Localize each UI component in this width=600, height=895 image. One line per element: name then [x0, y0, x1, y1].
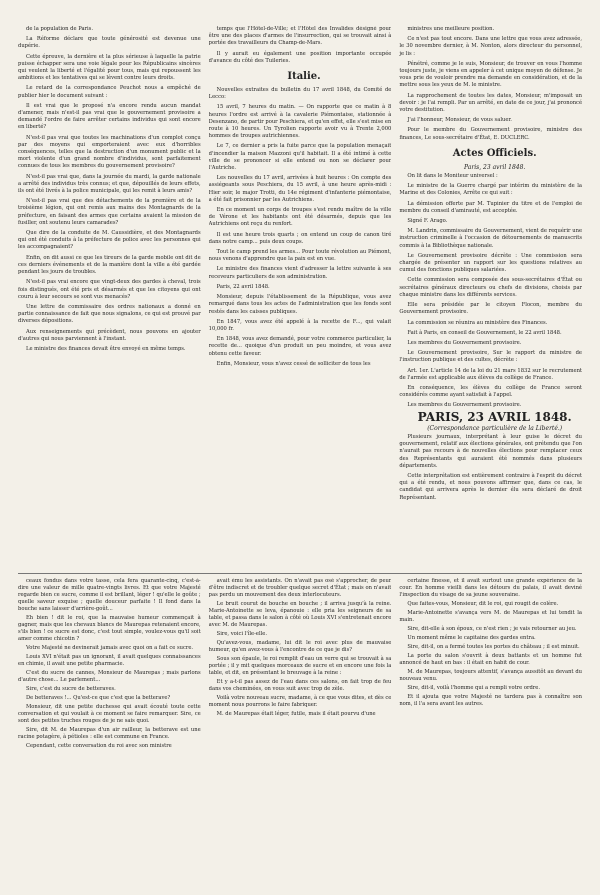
- paragraph: Monsieur, depuis l'établissement de la République, vous avez remarqué dans tous les actes de l'administration que les fonds sont restés dans les caisses publiques.: [208, 294, 392, 315]
- paragraph: Cependant, cette conversation du roi avec son ministre: [26, 743, 172, 749]
- paragraph: Aux renseignements qui précèdent, nous pouvons en ajouter d'autres qui nous parviennent à l'instant.: [18, 328, 201, 342]
- paragraph: C'est du sucre de cannes, Monsieur de Maurepas ; mais parlons d'autre chose... Le parlement...: [18, 670, 201, 683]
- paragraph: N'est-il pas vrai que des détachements de la première et de la troisième légion, qui ont remis aux mains des Montagnards de la préfecture, en faisant des armes que certains avaient la mission de fusiller, ont soutenu leurs camarades?: [18, 198, 201, 226]
- paragraph: Elle sera présidée par le citoyen Flocon, membre du Gouvernement provisoire.: [399, 302, 583, 316]
- paragraph: En ce moment un corps de troupes s'est rendu maître de la ville de Vérone et les habitants ont été désarmés, depuis que les Autrichiens ont reçu du renfort.: [208, 207, 392, 228]
- heading: Italie.: [287, 71, 321, 83]
- paragraph: Sire, dit M. de Maurepas d'un air railleur, la betterave est une racine potagère, à pétioles : elle est commune en France.: [18, 727, 201, 740]
- paragraph: avait ému les assistants. On n'avait pas osé s'approcher, de peur d'être indiscret et de troubler quelque secret d'État ; mais on n'avait pas perdu un mouvement des deux interlocuteurs.: [208, 578, 392, 598]
- paragraph: M. de Maurepas, toujours attentif, s'avança aussitôt au devant du nouveau venu.: [399, 669, 583, 682]
- paragraph: La Réforme déclare que toute générosité est devenue une dupérie.: [18, 36, 201, 50]
- column-3: [399, 26, 582, 574]
- column-1: [18, 26, 201, 574]
- paragraph: certaine finesse, et il avait surtout une grande expérience de la cour. En homme vieilli dans les détours du palais, il avait deviné l'inspection du visage de sa jeune souveraine.: [399, 578, 583, 598]
- paragraph: Pour le membre du Gouvernement provisoire, ministre des finances, Le sous-secrétaire d'État, E. DUCLERC.: [399, 127, 583, 141]
- paragraph: La porte du salon s'ouvrit à deux battants et un homme fut annoncé de haut en bas : il était en habit de cour.: [399, 653, 583, 666]
- paragraph: Art. 1er. L'article 14 de la loi du 21 mars 1832 sur le recrutement de l'armée est applicable aux élèves du collège de France.: [399, 367, 583, 381]
- paragraph: On lit dans le Moniteur universel :: [407, 173, 498, 180]
- paragraph: Nouvelles extraites du bulletin du 17 avril 1848, du Comité de Lecco:: [208, 87, 392, 101]
- paragraph: Signé F. Arago.: [407, 218, 448, 225]
- paragraph: Pénétré, comme je le suis, Monsieur, de trouver en vous l'homme toujours juste, je viens en appeler à cet unique moyen de défense. Je vous prie de vouloir prendre ma demande en considération, et de la mettre sous les yeux de M. le ministre.: [399, 60, 583, 89]
- paragraph: Que faites-vous, Monsieur, dit le roi, qui rougit de colère.: [407, 601, 559, 607]
- paragraph: 15 avril, 7 heures du matin. — On rapporte que ce matin à 8 heures l'ordre est arrivé à la cavalerie Piémontaise, stationnée à Desenzano, de partir pour Peschiera, et qu'en effet, elle s'est mise en route à 10 heures. Un Tyrolien rapporte avoir vu à Trente 2,000 hommes de troupes autrichiennes.: [208, 104, 392, 140]
- paragraph: Cette commission sera composée des sous-secrétaires d'État ou secrétaires généraux directeurs ou chefs de divisions, choisis par chaque ministre dans les différents services.: [399, 277, 583, 298]
- paragraph: N'est-il pas vrai que toutes les machinations d'un complot conçu par des moyens qui emporteraient avec eux d'horribles conséquences, telles que la destruction d'un monument public et la mort violente d'un grand nombre d'individus, sont parfaitement connues de tous les membres du gouvernement provisoire?: [18, 134, 201, 170]
- paragraph: M. de Maurepas était léger, futile, mais il était pourvu d'une: [216, 711, 376, 717]
- paragraph: Eh bien ! dit le roi, que la mauvaise humeur commençait à gagner, mais que les chevaux blancs de Maurepas retenaient encore, s'ils bien ! ce sucre est donc, c'est tout simple, voulez-vous qu'il soit amer comme chicotin ?: [18, 615, 201, 642]
- heading: Paris, 23 avril 1848.: [464, 163, 526, 171]
- section-separator: [18, 573, 582, 574]
- paragraph: La démission offerte par M. Tupinier du titre et de l'emploi de membre du conseil d'amirauté, est acceptée.: [399, 200, 583, 214]
- paragraph: Il y aurait eu également une position importante occupée d'avance du côté des Tuileries.: [208, 50, 392, 64]
- paragraph: Un moment même le capitaine des gardes entra.: [407, 635, 536, 641]
- paragraph: Les membres du Gouvernement provisoire.: [407, 402, 522, 409]
- column-2: [209, 26, 392, 574]
- paragraph: Cette interprétation est entièrement contraire à l'esprit du décret qui a été rendu, et nous pouvons affirmer que, dans ce cas, le candidat qui arrivera après le dernier élu sera déclaré de droit Représentant.: [399, 472, 583, 501]
- paragraph: Et il ajouta que votre Majesté ne tardera pas à connaître son nom, il l'a sera avant les autres.: [399, 694, 583, 707]
- paragraph: Le ministre des finances vient d'adresser la lettre suivante à ses receveurs particuliers de son administration.: [208, 266, 392, 280]
- paragraph: En 1848, vous avez demandé, pour votre commerce particulier, la recette de... quoique d'un produit un peu moindre, et vous avez obtenu cette faveur.: [208, 336, 392, 357]
- paragraph: Votre Majesté ne devinerait jamais avec quoi on a fait ce sucre.: [26, 645, 194, 651]
- paragraph: N'est-il pas vrai que, dans la journée du mardi, la garde nationale a arrêté des individus très connus; et que, dépouillés de leurs effets, ils ont été livrés à la police municipale, qui les remit à leurs amis?: [18, 173, 201, 195]
- paragraph: Sire, dit-il, voilà l'homme qui a rempli votre ordre.: [407, 685, 540, 691]
- paragraph: La commission se réunira au ministère des Finances.: [407, 319, 548, 326]
- heading: Actes Officiels.: [452, 147, 537, 159]
- paragraph: Tout le camp prend les armes... Pour toute révolution au Piémont, nous venons d'apprendre que la paix est en vue.: [208, 249, 392, 263]
- paragraph: Enfin, Monsieur, vous n'avez cessé de solliciter de tous les: [216, 360, 371, 367]
- paragraph: Sire, dit-elle à son époux, ce n'est rien ; je vais retourner au jeu.: [407, 626, 577, 632]
- paragraph: de la population de Paris.: [26, 26, 93, 32]
- paragraph: Les membres du Gouvernement provisoire.: [407, 339, 522, 346]
- paragraph: De betteraves !... Qu'est-ce que c'est que la betterave?: [26, 695, 171, 701]
- paragraph: Enfin, on dit aussi ce que les tireurs de la garde mobile ont dit de ces derniers événements et de la manière dont la ville a été gardée pendant les jours de troubles.: [18, 254, 201, 276]
- top-section: [18, 26, 582, 574]
- paragraph: Sire, dit-il, on a fermé toutes les portes du château ; il est minuit.: [407, 644, 580, 650]
- paragraph: Il est vrai que le proposé n'a encore rendu aucun mandat d'amener, mais n'est-il pas vrai que le gouvernement provisoire a demandé l'ordre de faire arrêter certains individus qui sont encore en liberté?: [18, 102, 201, 131]
- paragraph: Les nouvelles du 17 avril, arrivées à huit heures : On compte des assiégeants sous Peschiera, du 15 avril, à une heure après-midi : Hier soir, le major Trotti, du 14e régiment d'infanterie piémontaise, a été fait prisonnier par les Autrichiens.: [208, 175, 392, 203]
- paragraph: Le retard de la correspondance Peuchot nous a empêché de publier hier le document suivant :: [18, 85, 201, 99]
- paragraph: Marie-Antoinette s'avança vers M. de Maurepas et lui tendit la main.: [399, 610, 583, 623]
- paragraph: Le Gouvernement provisoire, Sur le rapport du ministre de l'instruction publique et des cultes, décrète :: [399, 350, 583, 364]
- paragraph: Plusieurs journaux, interprétant à leur guise le décret du gouvernement, relatif aux élections générales, ont prétendu que l'on n'aurait pas recours à de nouvelles élections pour remplacer ceux des Représentants qui auraient été nommés dans plusieurs départements.: [399, 433, 583, 469]
- paragraph: En conséquence, les élèves du collège de France seront considérés comme ayant satisfait à l'appel.: [399, 384, 583, 399]
- feuilleton-column-1: [18, 578, 201, 883]
- paragraph: En 1847, vous avez été appelé à la recette de F..., qui valait 10,000 fr.: [208, 318, 392, 332]
- paragraph: Fait à Paris, en conseil de Gouvernement, le 22 avril 1848.: [407, 329, 562, 336]
- paragraph: ministres une meilleure position.: [407, 26, 495, 32]
- paragraph: Que dire de la conduite de M. Caussidière, et des Montagnards qui ont été conduits à la préfecture de police avec les personnes qui les accompagnaient?: [18, 230, 201, 251]
- paragraph: Il est une heure trois quarts ; on entend un coup de canon tiré dans notre camp... puis deux coups.: [208, 231, 392, 245]
- paragraph: Le ministre de la Guerre chargé par intérim du ministère de la Marine et des Colonies, Arrête ce qui suit :: [399, 183, 583, 197]
- heading: (Correspondance particulière de la Liberté.): [427, 424, 563, 432]
- feuilleton-column-3: [399, 578, 582, 883]
- paragraph: Une lettre de commissaire des ordres nationaux a donné en partie connaissance de fait que nous signalons, ce qui est prouvé par diverses dépositions.: [18, 303, 201, 325]
- paragraph: Le 7, ce dernier a pris la fuite parce que la population menaçait d'incendier la maison Mazzoni qu'il habitait. Il a été intimé à cette ville de se prononcer si elle entend ou non se déclarer pour l'Autriche.: [208, 143, 392, 172]
- paragraph: Paris, 22 avril 1848.: [216, 283, 270, 290]
- paragraph: ceaux fondus dans votre tasse, cela fera quarante-cinq, c'est-à-dire une valeur de mille quatre-vingts livres. Et que votre Majesté regarde bien ce sucre, comme il est brillant, léger ! qu'elle le goûte ; quelle saveur exquise ; quelle douceur parfaite ! Il fond dans la bouche sans laisser d'arrière-goût...: [18, 578, 201, 612]
- bottom-section: [18, 578, 582, 883]
- paragraph: Qu'avez-vous, madame, lui dit le roi avec plus de mauvaise humeur, qu'en avez-vous à l'encontre de ce que je dis?: [208, 640, 392, 653]
- paragraph: Sous son épaule, le roi remplit d'eau un verre qui se trouvait à sa portée ; il y mit quelques morceaux de sucre et en encore une fois la table, et dit, en présentant le breuvage à la reine :: [208, 656, 392, 676]
- paragraph: temps que l'Hôtel-de-Ville; et l'Hôtel des Invalides désigné pour être une des places d'armes de l'insurrection, qui se trouvait ainsi à portée des travailleurs du Champ-de-Mars.: [208, 26, 392, 47]
- feuilleton-column-2: [209, 578, 392, 883]
- paragraph: Ce n'est pas tout encore. Dans une lettre que vous avez adressée, le 30 novembre dernier, à M. Nonton, alors directeur du personnel, je lis :: [399, 36, 583, 57]
- paragraph: Cette épreuve, la dernière et la plus sérieuse à laquelle la patrie puisse échapper sera une voie légale pour les Républicains sincères qui veulent la liberté et l'égalité pour tous, mais qui repoussent les ambitions et les tentatives qui se lèvent contre leurs droits.: [18, 53, 201, 82]
- paragraph: Le Gouvernement provisoire décrète : Une commission sera chargée de présenter un rapport sur les questions relatives au cumul des fonctions publiques salariées.: [399, 252, 583, 274]
- paragraph: N'est-il pas vrai encore que vingt-deux des gardes à cheval, trois fois distingués, ont été pris et désarmés et que les citoyens qui ont couru à leur secours se sont vus menacés?: [18, 279, 201, 300]
- paragraph: Et y a-t-il pas assez de l'eau dans ces salons, on fait trop de feu dans vos cheminées, on vous suit avec trop de zèle.: [208, 679, 392, 692]
- paragraph: Sire, c'est du sucre de betteraves.: [26, 686, 116, 692]
- paragraph: La rapprochement de toutes les dates, Monsieur, m'imposait un devoir : je l'ai rempli. Par un arrêté, en date de ce jour, j'ai prononcé votre destitution.: [399, 92, 583, 114]
- paragraph: Le bruit courut de bouche en bouche ; il arriva jusqu'à la reine. Marie-Antoinette se leva, épanouie : elle pria les seigneurs de sa table, et passa dans le salon à côté où Louis XVI s'entretenait encore avec M. de Maurepas.: [208, 601, 392, 628]
- paragraph: Le ministre des finances devait être envoyé en même temps.: [26, 345, 186, 352]
- heading: PARIS, 23 AVRIL 1848.: [417, 409, 572, 424]
- paragraph: Louis XVI n'était pas un ignorant, il avait quelques connaissances en chimie, il avait une petite pharmacie.: [18, 654, 201, 667]
- paragraph: Monsieur, dit une petite duchesse qui avait écouté toute cette conversation et qui voulait à ce moment se faire remarquer. Sire, ce sont des petites truches rouges de je ne sais quoi.: [18, 704, 201, 724]
- paragraph: J'ai l'honneur, Monsieur, de vous saluer.: [407, 117, 512, 124]
- paragraph: M. Landrin, commissaire du Gouvernement, vient de requérir une instruction criminelle à l'occasion de détournements de manuscrits commis à la Bibliothèque nationale.: [399, 228, 583, 249]
- paragraph: Voilà votre nouveau sucre, madame, à ce que vous dites, et dès ce moment nous pourrons le faire fabriquer.: [208, 695, 392, 708]
- paragraph: Sire, voici l'île-elle.: [216, 631, 267, 637]
